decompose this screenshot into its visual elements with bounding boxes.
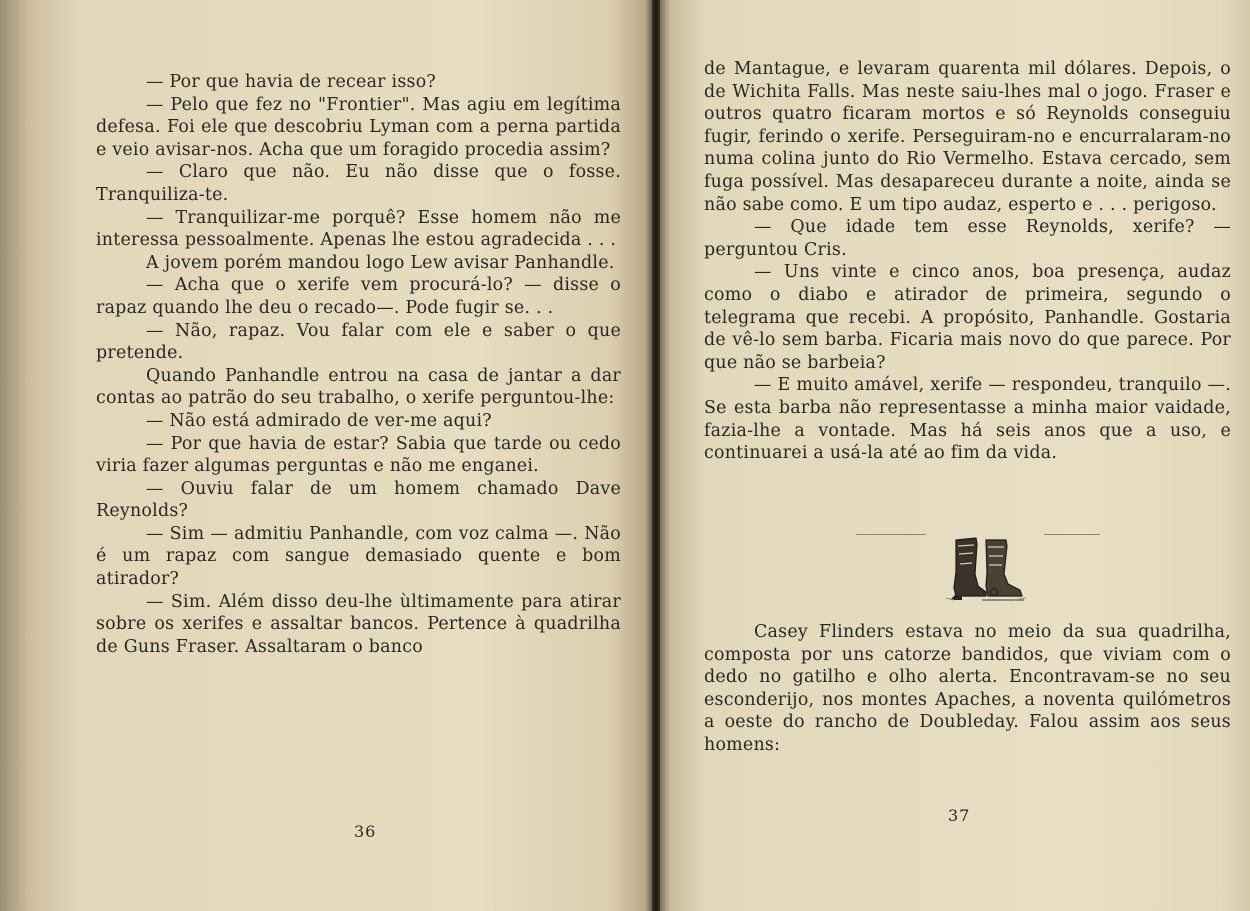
paragraph: — Claro que não. Eu não disse que o fosse. Tranquiliza-te. [96, 162, 621, 205]
cowboy-boots-icon [942, 534, 1026, 604]
book-spine [652, 0, 660, 911]
paragraph: — Pelo que fez no "Frontier". Mas agiu em legítima defesa. Foi ele que descobriu Lyman com a perna partida e veio avisar-nos. Acha que um foragido procedia assim? [96, 94, 621, 160]
page-number-right: 37 [948, 806, 971, 825]
paragraph: — Por que havia de estar? Sabia que tarde ou cedo viria fazer algumas perguntas e não me enganei. [96, 433, 621, 477]
paragraph: — Não, rapaz. Vou falar com ele e saber o que pretende. [96, 320, 621, 364]
paragraph: — Sim. Além disso deu-lhe ùltimamente para atirar sobre os xerifes e assaltar bancos. Pertence à quadrilha de Guns Fraser. Assaltaram o banco [96, 591, 621, 657]
paragraph: — Ouviu falar de um homem chamado Dave Reynolds? [96, 478, 621, 522]
right-page-text-top [704, 58, 1231, 465]
right-page [660, 0, 1250, 911]
paragraph: A jovem porém mandou logo Lew avisar Panhandle. [146, 252, 615, 273]
paragraph: — Não está admirado de ver-me aqui? [146, 410, 492, 431]
paragraph: — Que idade tem esse Reynolds, xerife? — perguntou Cris. [704, 217, 1231, 260]
left-page-text [96, 71, 621, 658]
paragraph: de Mantague, e levaram quarenta mil dólares. Depois, o de Wichita Falls. Mas neste saiu-lhes mal o jogo. Fraser e outros quatro ficaram mortos e só Reynolds conseguiu fugir, ferindo o xerife. Perseguiram-no e encurralaram-no numa colina junto do Rio Vermelho. Estava cercado, sem fuga possível. Mas desapareceu durante a noite, ainda se não sabe como. E um tipo audaz, esperto e . . . perigoso. [704, 59, 1231, 215]
ornament-rule-right [1044, 534, 1100, 535]
paragraph: — Acha que o xerife vem procurá-lo? — disse o rapaz quando lhe deu o recado—. Pode fugir se. . . [96, 275, 621, 318]
paragraph: — Uns vinte e cinco anos, boa presença, audaz como o diabo e atirador de primeira, segundo o telegrama que recebi. A propósito, Panhandle. Gostaria de vê-lo sem barba. Ficaria mais novo do que parece. Por que não se barbeia? [704, 262, 1231, 373]
paragraph: Quando Panhandle entrou na casa de jantar a dar contas ao patrão do seu trabalho, o xerife perguntou-lhe: [96, 365, 621, 409]
right-page-text-bottom [704, 621, 1231, 757]
paragraph: — Tranquilizar-me porquê? Esse homem não me interessa pessoalmente. Apenas lhe estou agradecida . . . [96, 207, 621, 251]
paragraph: Casey Flinders estava no meio da sua quadrilha, composta por uns catorze bandidos, que viviam com o dedo no gatilho e olho alerta. Encontravam-se no seu esconderijo, nos montes Apaches, a noventa quilómetros a oeste do rancho de Doubleday. Falou assim aos seus homens: [704, 622, 1231, 755]
ornament-rule-left [856, 534, 926, 535]
page-number-left: 36 [354, 822, 377, 841]
paragraph: — E muito amável, xerife — respondeu, tranquilo —. Se esta barba não representasse a minha maior vaidade, fazia-lhe a vontade. Mas há seis anos que a uso, e continuarei a usá-la até ao fim da vida. [704, 375, 1231, 464]
paragraph: — Sim — admitiu Panhandle, com voz calma —. Não é um rapaz com sangue demasiado quente e bom atirador? [96, 523, 621, 590]
paragraph: — Por que havia de recear isso? [146, 72, 436, 92]
